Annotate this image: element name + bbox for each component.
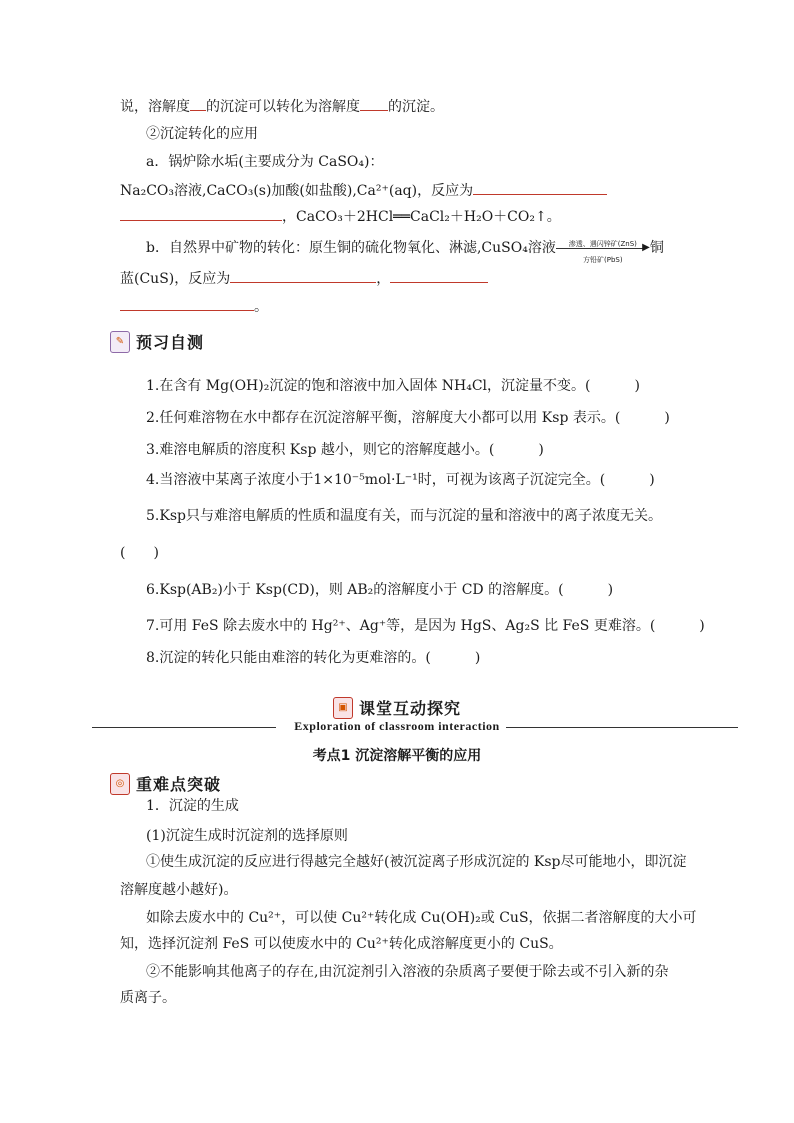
arrow-condition-bottom: 方铅矿(PbS): [583, 256, 623, 264]
text-segment: 的沉淀。: [388, 99, 444, 115]
topic-title: 考点1 沉淀溶解平衡的应用: [312, 748, 482, 764]
answer-blank[interactable]: [390, 268, 488, 283]
text-segment: 蓝(CuS)，反应为: [120, 271, 231, 287]
body-line: 质离子。: [120, 990, 176, 1006]
key-section-title: 重难点突破: [136, 775, 222, 794]
text-segment: Na₂CO₃溶液,CaCO₃(s)加酸(如盐酸),Ca²⁺(aq)，反应为: [120, 183, 474, 199]
classroom-section-title: 课堂互动探究: [358, 699, 461, 718]
text-line-5: [120, 206, 561, 227]
body-line: 如除去废水中的 Cu²⁺，可以使 Cu²⁺转化成 Cu(OH)₂或 CuS，依据二者溶解度的大小可: [146, 910, 697, 926]
body-line: ②不能影响其他离子的存在,由沉淀剂引入溶液的杂质离子要便于除去或不引入新的杂: [146, 964, 669, 980]
quiz-item: 1.在含有 Mg(OH)₂沉淀的饱和溶液中加入固体 NH₄Cl，沉淀量不变。( ): [146, 378, 640, 394]
quiz-item: 2.任何难溶物在水中都存在沉淀溶解平衡，溶解度大小都可以用 Ksp 表示。( ): [146, 410, 670, 426]
body-line: (1)沉淀生成时沉淀剂的选择原则: [146, 828, 348, 844]
text-line-8: [120, 296, 268, 317]
text-line-4: [120, 180, 607, 201]
quiz-item: 7.可用 FeS 除去废水中的 Hg²⁺、Ag⁺等，是因为 HgS、Ag₂S 比 FeS 更难溶。( ): [146, 618, 705, 634]
classroom-icon: ▣: [333, 697, 353, 719]
text-segment: 说，溶解度: [120, 99, 190, 115]
body-line: 溶解度越小越好)。: [120, 882, 238, 898]
text-segment: ，: [376, 271, 391, 287]
classroom-section-header: [0, 696, 794, 719]
text-line-1: [120, 96, 444, 117]
text-segment: 的沉淀可以转化为溶解度: [206, 99, 360, 115]
quiz-item: 6.Ksp(AB₂)小于 Ksp(CD)，则 AB₂的溶解度小于 CD 的溶解度。( ): [146, 582, 614, 598]
preview-section-title: 预习自测: [136, 333, 205, 352]
answer-blank[interactable]: [473, 180, 607, 195]
body-line: 1．沉淀的生成: [146, 798, 239, 814]
text-segment: b．自然界中矿物的转化：原生铜的硫化物氧化、淋滤,CuSO₄溶液: [146, 240, 556, 256]
body-line: 知，选择沉淀剂 FeS 可以使废水中的 Cu²⁺转化成溶解度更小的 CuS。: [120, 936, 563, 952]
preview-section-header: [110, 330, 204, 353]
quiz-item: 5.Ksp只与难溶电解质的性质和温度有关，而与沉淀的量和溶液中的离子浓度无关。: [146, 508, 662, 524]
answer-blank[interactable]: [120, 296, 254, 311]
answer-blank[interactable]: [120, 206, 282, 221]
key-section-header: [110, 772, 221, 795]
quiz-item: 4.当溶液中某离子浓度小于1×10⁻⁵mol·L⁻¹时，可视为该离子沉淀完全。( ): [146, 472, 655, 488]
notebook-icon: ✎: [110, 331, 130, 353]
text-line-3: a．锅炉除水垢(主要成分为 CaSO₄)：: [146, 154, 384, 170]
quiz-item: ( ): [120, 545, 159, 561]
text-line-7: [120, 268, 488, 289]
answer-blank[interactable]: [230, 268, 376, 283]
reaction-arrow: 渗透、遇闪锌矿(ZnS) ▶ 方铅矿(PbS): [556, 238, 650, 258]
target-icon: ◎: [110, 773, 130, 795]
quiz-item: 8.沉淀的转化只能由难溶的转化为更难溶的。( ): [146, 650, 481, 666]
text-line-2: ②沉淀转化的应用: [146, 126, 258, 142]
quiz-item: 3.难溶电解质的溶度积 Ksp 越小，则它的溶解度越小。( ): [146, 442, 544, 458]
arrow-condition-top: 渗透、遇闪锌矿(ZnS): [568, 240, 637, 248]
text-segment: 铜: [649, 240, 664, 256]
text-line-6: [146, 238, 664, 264]
answer-blank[interactable]: [190, 96, 206, 111]
classroom-english-subtitle: Exploration of classroom interaction: [294, 719, 500, 733]
text-segment: 。: [254, 299, 268, 315]
text-segment: ，CaCO₃＋2HCl══CaCl₂＋H₂O＋CO₂↑。: [282, 209, 561, 225]
body-line: ①使生成沉淀的反应进行得越完全越好(被沉淀离子形成沉淀的 Ksp尽可能地小，即沉淀: [146, 854, 687, 870]
answer-blank[interactable]: [360, 96, 388, 111]
